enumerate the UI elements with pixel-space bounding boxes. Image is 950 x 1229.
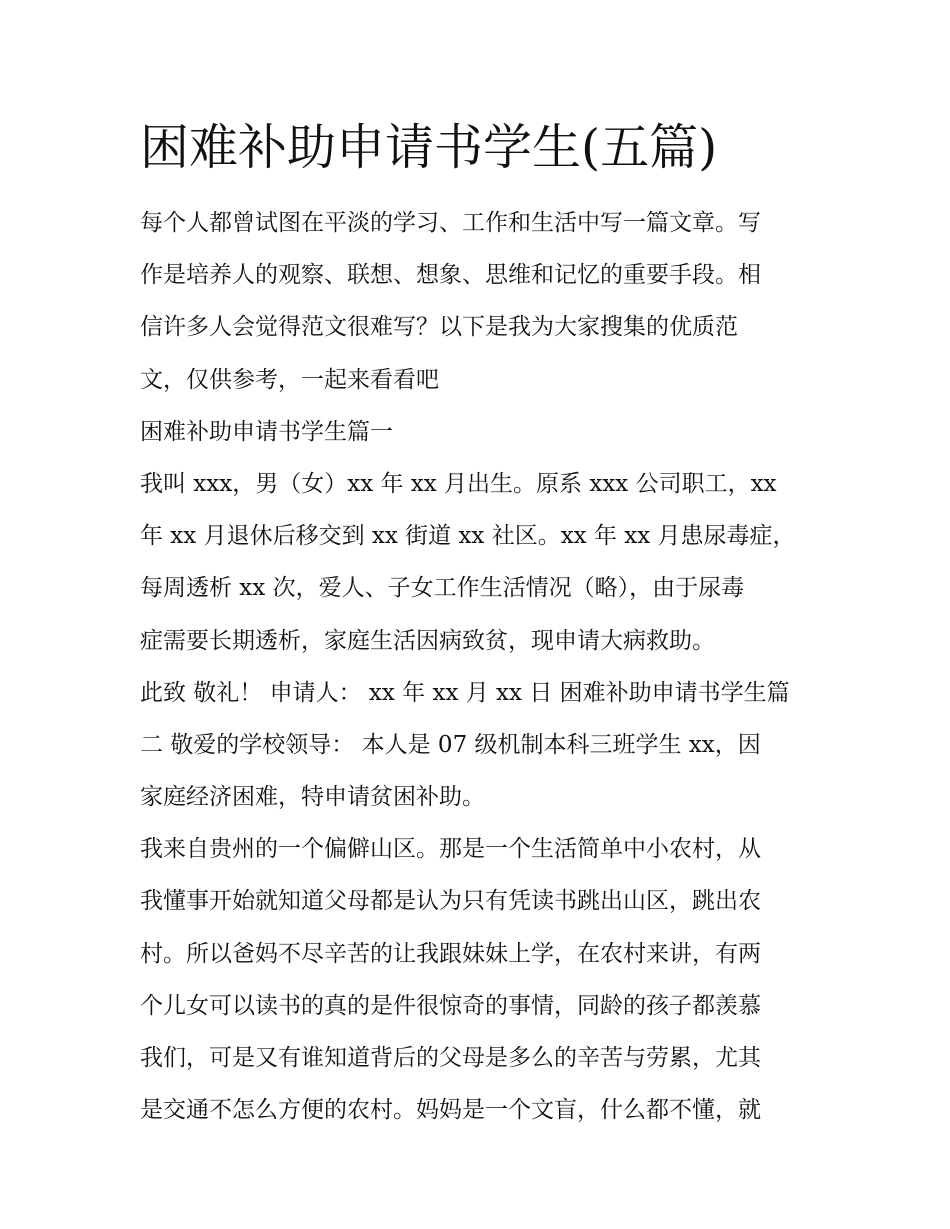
text-line: 我来自贵州的一个偏僻山区。那是一个生活简单中小农村，从: [140, 836, 761, 863]
text-line: 症需要长期透析，家庭生活因病致贫，现申请大病救助。: [140, 627, 715, 654]
text-line: 是交通不怎么方便的农村。妈妈是一个文盲，什么都不懂，就: [140, 1097, 761, 1124]
text-line: 作是培养人的观察、联想、想象、思维和记忆的重要手段。相: [140, 262, 761, 289]
text-line: 我叫 xxx，男（女）xx 年 xx 月出生。原系 xxx 公司职工，xx: [140, 470, 777, 497]
text-line: 每个人都曾试图在平淡的学习、工作和生活中写一篇文章。写: [140, 210, 761, 236]
text-line: 二 敬爱的学校领导： 本人是 07 级机制本科三班学生 xx，因: [140, 731, 761, 758]
document-title: 困难补助申请书学生(五篇): [140, 119, 718, 176]
text-line: 我懂事开始就知道父母都是认为只有凭读书跳出山区，跳出农: [140, 888, 761, 915]
document-body: [140, 200, 820, 1139]
text-line: 村。所以爸妈不尽辛苦的让我跟妹妹上学，在农村来讲，有两: [140, 940, 761, 967]
text-line: 文，仅供参考，一起来看看吧: [140, 366, 439, 393]
text-line: 每周透析 xx 次，爱人、子女工作生活情况（略），由于尿毒: [140, 575, 745, 602]
text-line: 此致 敬礼！ 申请人： xx 年 xx 月 xx 日 困难补助申请书学生篇: [140, 679, 790, 706]
text-line: 个儿女可以读书的真的是件很惊奇的事情，同龄的孩子都羡慕: [140, 992, 761, 1019]
section-heading: 困难补助申请书学生篇一: [140, 418, 393, 445]
text-line: 我们，可是又有谁知道背后的父母是多么的辛苦与劳累，尤其: [140, 1045, 761, 1071]
text-line: 信许多人会觉得范文很难写？以下是我为大家搜集的优质范: [140, 314, 738, 341]
text-line: 家庭经济困难，特申请贫困补助。: [140, 784, 485, 811]
text-line: 年 xx 月退休后移交到 xx 街道 xx 社区。xx 年 xx 月患尿毒症，: [140, 523, 796, 550]
